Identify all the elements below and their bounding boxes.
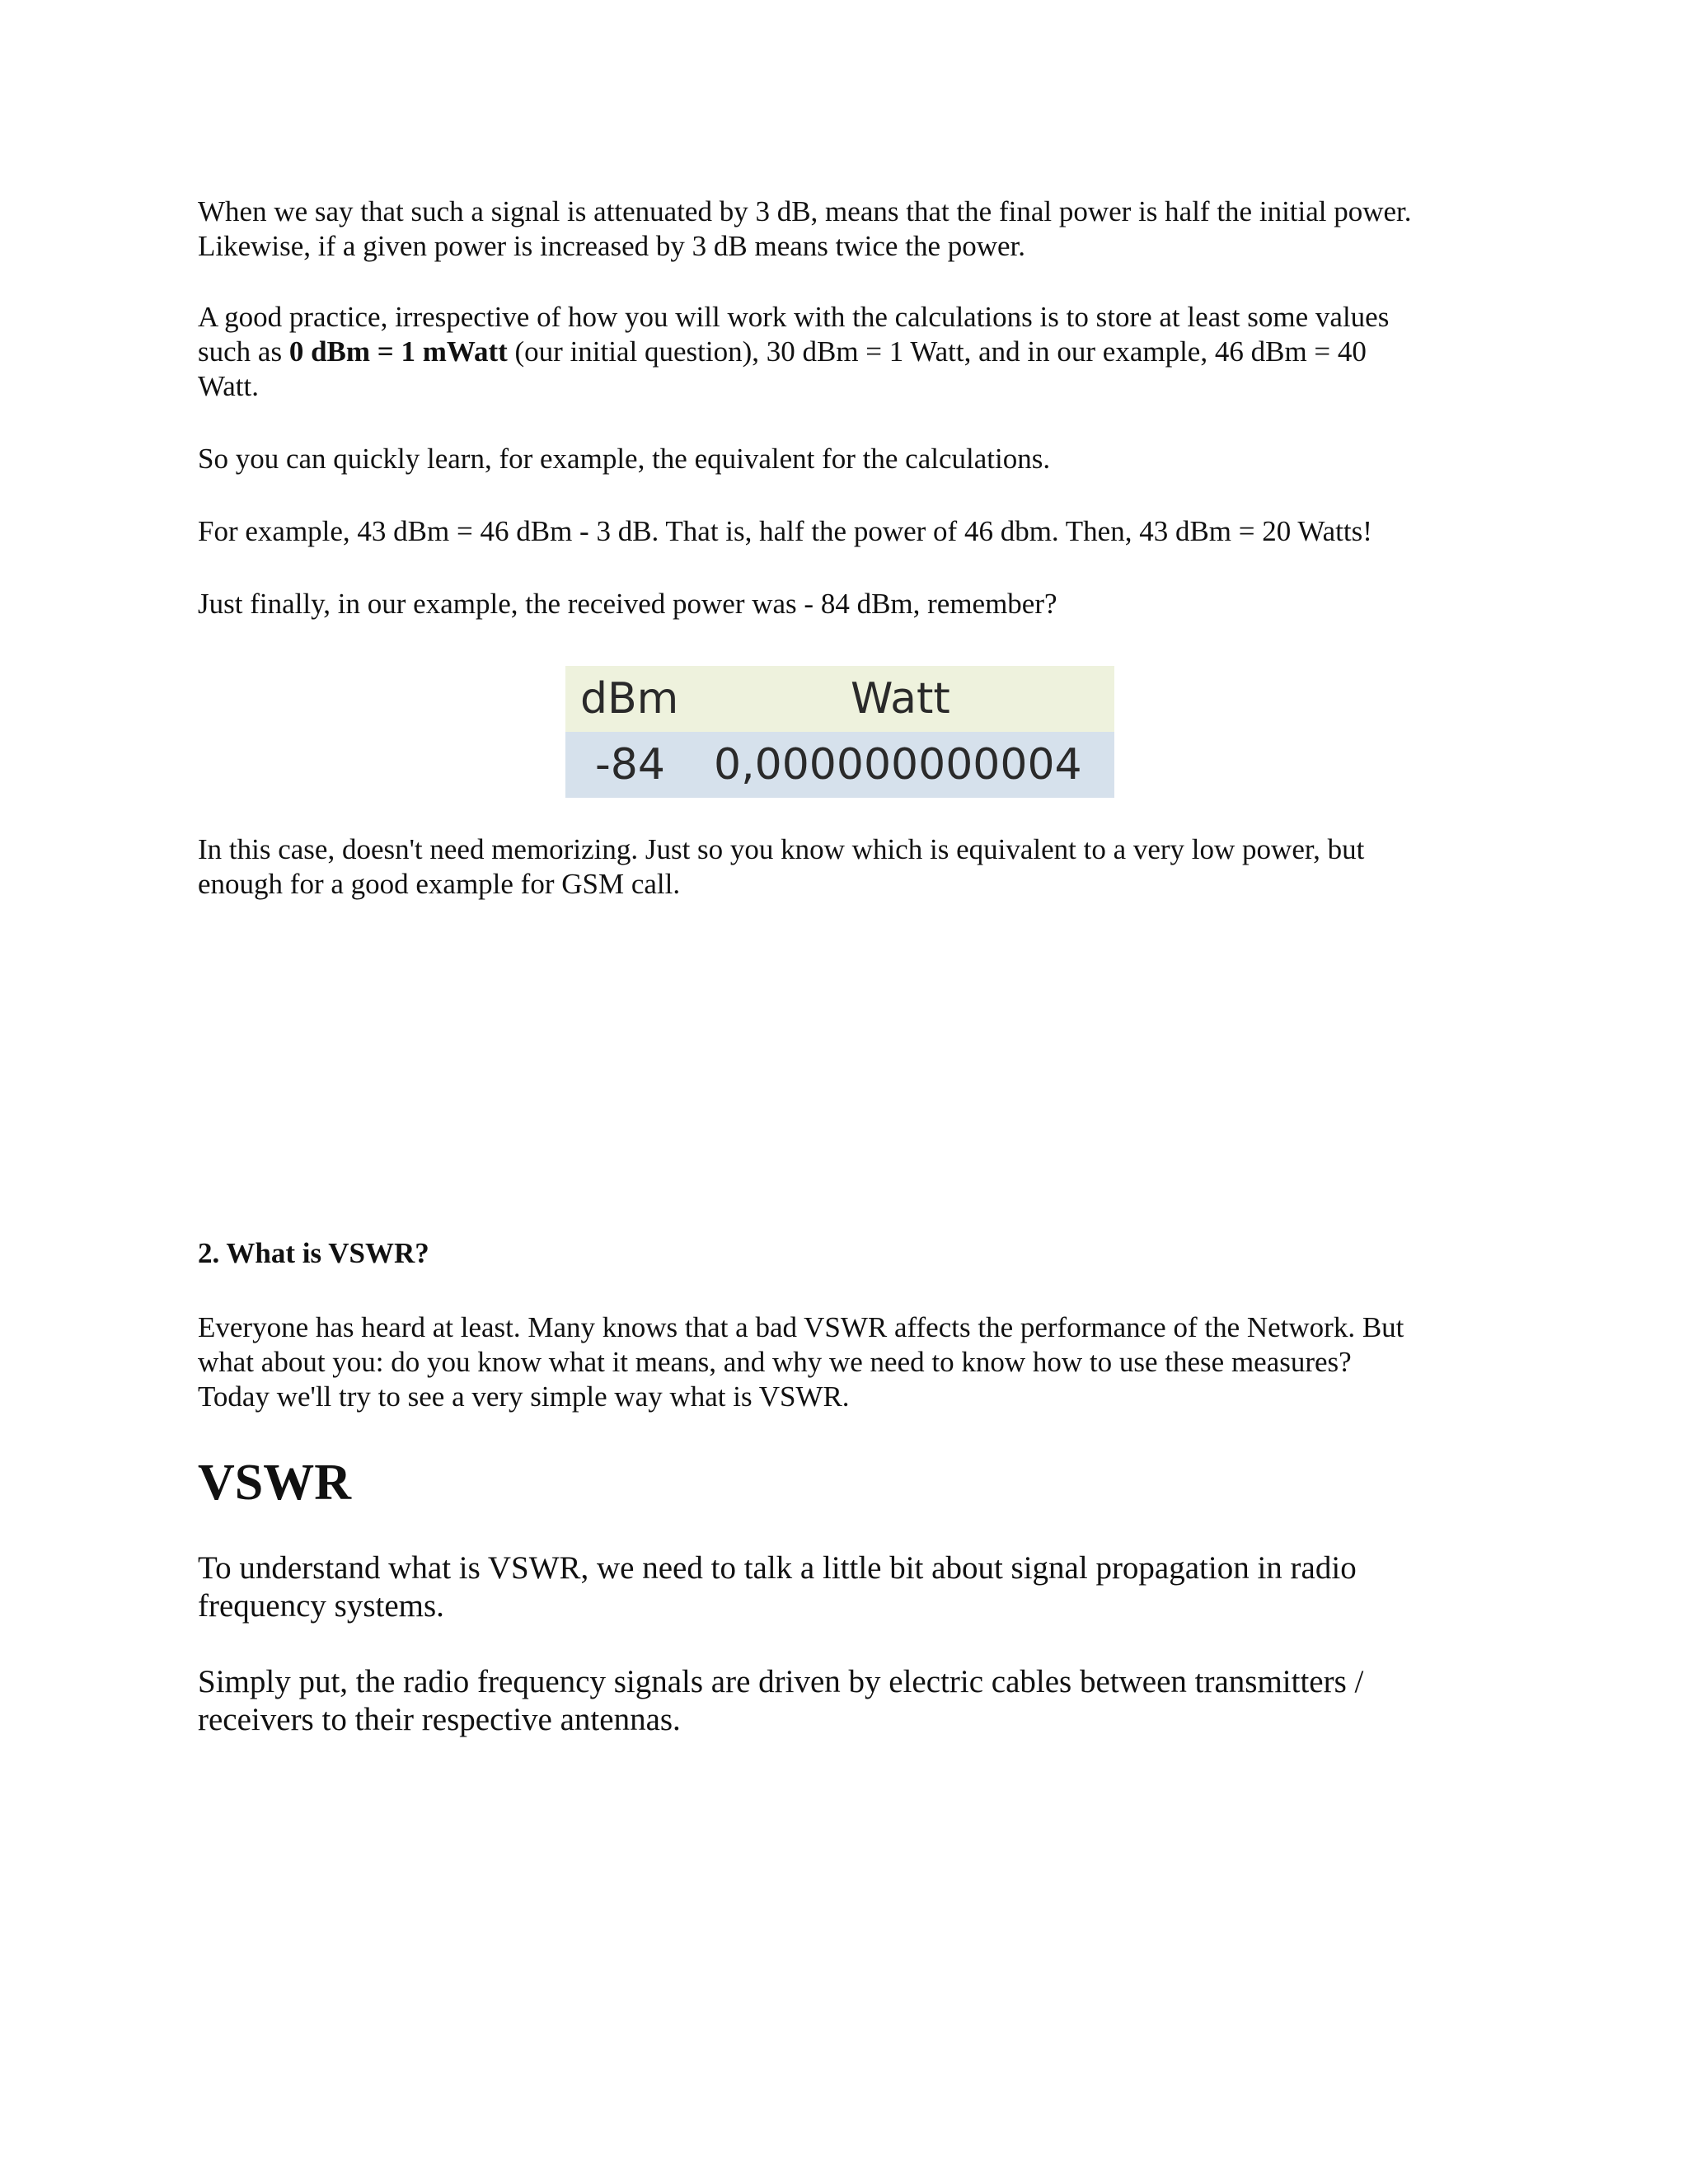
- paragraph-everyone-heard-line1: Everyone has heard at least. Many knows that a bad VSWR affects the performance of the Network. But: [198, 1311, 1404, 1343]
- section-heading-what-is-vswr: 2. What is VSWR?: [198, 1237, 429, 1269]
- paragraph-attenuation-line2: Likewise, if a given power is increased by 3 dB means twice the power.: [198, 230, 1026, 262]
- text-such-as: such as: [198, 335, 289, 368]
- paragraph-understand-vswr-line2: frequency systems.: [198, 1588, 444, 1624]
- bold-0dbm-1mwatt: 0 dBm = 1 mWatt: [288, 335, 508, 368]
- paragraph-attenuation-line1: When we say that such a signal is attenuated by 3 dB, means that the final power is half the initial power.: [198, 195, 1412, 227]
- paragraph-everyone-heard-line3: Today we'll try to see a very simple way what is VSWR.: [198, 1380, 850, 1413]
- paragraph-good-practice-line2: [198, 335, 1517, 369]
- paragraph-understand-vswr-line1: To understand what is VSWR, we need to talk a little bit about signal propagation in radio: [198, 1550, 1357, 1586]
- paragraph-received-power: Just finally, in our example, the received power was - 84 dBm, remember?: [198, 588, 1057, 620]
- paragraph-no-memorizing-line2: enough for a good example for GSM call.: [198, 868, 681, 900]
- paragraph-simply-put-line2: receivers to their respective antennas.: [198, 1702, 681, 1737]
- paragraph-simply-put-line1: Simply put, the radio frequency signals are driven by electric cables between transmitters /: [198, 1664, 1364, 1699]
- text-initial-question: (our initial question), 30 dBm = 1 Watt, and in our example, 46 dBm = 40: [507, 335, 1367, 368]
- table-header-dbm: dBm: [580, 674, 679, 724]
- paragraph-everyone-heard-line2: what about you: do you know what it means, and why we need to know how to use these measures?: [198, 1346, 1352, 1378]
- table-cell-watt-value: 0,000000000004: [714, 740, 1082, 790]
- paragraph-good-practice-line1: A good practice, irrespective of how you will work with the calculations is to store at least some values: [198, 301, 1390, 333]
- table-header-row: [565, 666, 1114, 732]
- paragraph-good-practice-line3: Watt.: [198, 370, 259, 402]
- table-row: [565, 732, 1114, 798]
- paragraph-no-memorizing-line1: In this case, doesn't need memorizing. Just so you know which is equivalent to a very low power, but: [198, 833, 1365, 865]
- paragraph-43dbm-example: For example, 43 dBm = 46 dBm - 3 dB. That is, half the power of 46 dbm. Then, 43 dBm = 20 Watts!: [198, 515, 1372, 547]
- table-cell-dbm-value: -84: [595, 740, 665, 790]
- table-header-watt: Watt: [851, 674, 950, 724]
- page-title-vswr: VSWR: [198, 1455, 352, 1511]
- dbm-watt-table: [565, 666, 1114, 798]
- paragraph-quickly-learn: So you can quickly learn, for example, the equivalent for the calculations.: [198, 443, 1051, 475]
